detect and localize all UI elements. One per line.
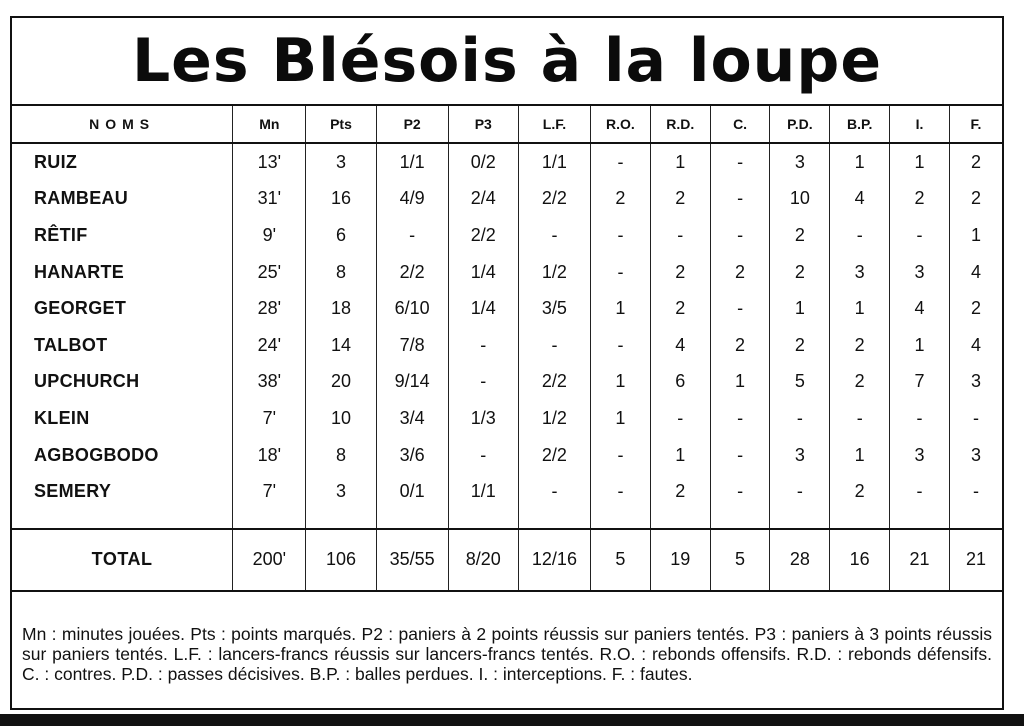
cell-ro: - [591, 327, 651, 364]
player-name: SEMERY [34, 481, 112, 502]
table-row [12, 437, 1002, 474]
cell-p2: 7/8 [376, 327, 448, 364]
cell-c: - [710, 181, 770, 218]
spacer-cell [306, 510, 376, 529]
total-mn: 200' [233, 529, 306, 591]
spacer-cell [770, 510, 830, 529]
cell-p3: - [448, 327, 518, 364]
cell-f: 1 [949, 217, 1002, 254]
cell-ro: 1 [591, 400, 651, 437]
table-row [12, 400, 1002, 437]
cell-p3: 2/4 [448, 181, 518, 218]
cell-p3: 2/2 [448, 217, 518, 254]
spacer-cell [949, 510, 1002, 529]
cell-pd: 5 [770, 364, 830, 401]
cell-mn: 9' [233, 217, 306, 254]
cell-rd: - [650, 217, 710, 254]
cell-pts: 20 [306, 364, 376, 401]
cell-f: - [949, 400, 1002, 437]
cell-p2: 4/9 [376, 181, 448, 218]
cell-p2: 0/1 [376, 473, 448, 510]
total-bp: 16 [830, 529, 890, 591]
cell-pd: - [770, 400, 830, 437]
table-row [12, 473, 1002, 510]
cell-bp: - [830, 217, 890, 254]
player-stats-table [12, 104, 1002, 592]
cell-f: 3 [949, 364, 1002, 401]
cell-lf: - [518, 217, 590, 254]
column-header-mn: Mn [233, 105, 306, 143]
total-f: 21 [949, 529, 1002, 591]
column-header-bp: B.P. [830, 105, 890, 143]
cell-ro: 2 [591, 181, 651, 218]
cell-rd: 6 [650, 364, 710, 401]
cell-lf: - [518, 327, 590, 364]
spacer-cell [448, 510, 518, 529]
player-name: AGBOGBODO [34, 444, 159, 465]
cell-pts: 8 [306, 437, 376, 474]
cell-pts: 18 [306, 290, 376, 327]
cell-pts: 3 [306, 143, 376, 181]
cell-c: - [710, 143, 770, 181]
total-i: 21 [890, 529, 950, 591]
cell-p3: 0/2 [448, 143, 518, 181]
cell-p3: - [448, 364, 518, 401]
table-row [12, 217, 1002, 254]
cell-mn: 28' [233, 290, 306, 327]
page-title: Les Blésois à la loupe [131, 26, 883, 96]
cell-ro: - [591, 254, 651, 291]
cell-rd: - [650, 400, 710, 437]
cell-lf: 2/2 [518, 437, 590, 474]
cell-pd: 10 [770, 181, 830, 218]
cell-pts: 6 [306, 217, 376, 254]
spacer-cell [12, 510, 233, 529]
table-row [12, 327, 1002, 364]
cell-p2: 9/14 [376, 364, 448, 401]
column-header-p2: P2 [376, 105, 448, 143]
cell-p2: - [376, 217, 448, 254]
cell-pd: 2 [770, 254, 830, 291]
cell-rd: 2 [650, 181, 710, 218]
spacer-cell [650, 510, 710, 529]
spacer-cell [830, 510, 890, 529]
cell-p3: 1/3 [448, 400, 518, 437]
cell-ro: - [591, 143, 651, 181]
cell-pd: 3 [770, 437, 830, 474]
total-ro: 5 [591, 529, 651, 591]
table-row [12, 181, 1002, 218]
spacer-cell [518, 510, 590, 529]
cell-i: 4 [890, 290, 950, 327]
cell-f: 3 [949, 437, 1002, 474]
cell-ro: - [591, 437, 651, 474]
cell-i: 7 [890, 364, 950, 401]
total-pts: 106 [306, 529, 376, 591]
cell-i: - [890, 400, 950, 437]
cell-bp: 2 [830, 364, 890, 401]
cell-p3: 1/1 [448, 473, 518, 510]
abbreviations-legend: Mn : minutes jouées. Pts : points marqués. P2 : paniers à 2 points réussis sur paniers tentés. P3 : paniers à 3 points réussis sur paniers tentés. L.F. : lancers-francs réussis sur lancers-francs tentés. R.O. : rebonds offensifs. R.D. : rebonds défensifs. C. : contres. P.D. : passes décisives. B.P. : balles perdues. I. : interceptions. F. : fautes. [22, 624, 992, 684]
cell-c: 2 [710, 254, 770, 291]
column-header-pts: Pts [306, 105, 376, 143]
cell-c: - [710, 400, 770, 437]
cell-lf: 2/2 [518, 364, 590, 401]
spacer-cell [591, 510, 651, 529]
cell-p2: 2/2 [376, 254, 448, 291]
player-name: KLEIN [34, 407, 90, 428]
column-header-p3: P3 [448, 105, 518, 143]
cell-i: 1 [890, 327, 950, 364]
column-header-f: F. [949, 105, 1002, 143]
stats-card [10, 16, 1004, 710]
cell-mn: 7' [233, 400, 306, 437]
total-c: 5 [710, 529, 770, 591]
cell-pts: 10 [306, 400, 376, 437]
player-name: HANARTE [34, 261, 125, 282]
cell-rd: 2 [650, 473, 710, 510]
total-p3: 8/20 [448, 529, 518, 591]
cell-lf: 1/2 [518, 254, 590, 291]
cell-f: 2 [949, 143, 1002, 181]
cell-lf: 3/5 [518, 290, 590, 327]
cell-i: 2 [890, 181, 950, 218]
cell-pd: 2 [770, 217, 830, 254]
cell-rd: 4 [650, 327, 710, 364]
cell-mn: 31' [233, 181, 306, 218]
bottom-divider [0, 714, 1024, 726]
cell-pd: 1 [770, 290, 830, 327]
column-header-lf: L.F. [518, 105, 590, 143]
cell-ro: - [591, 473, 651, 510]
player-name: GEORGET [34, 298, 127, 319]
cell-c: - [710, 473, 770, 510]
column-header-i: I. [890, 105, 950, 143]
cell-pts: 16 [306, 181, 376, 218]
cell-bp: 1 [830, 437, 890, 474]
cell-p2: 1/1 [376, 143, 448, 181]
cell-f: 4 [949, 254, 1002, 291]
cell-i: 3 [890, 254, 950, 291]
total-row [12, 529, 1002, 591]
total-lf: 12/16 [518, 529, 590, 591]
cell-c: 1 [710, 364, 770, 401]
cell-i: - [890, 217, 950, 254]
spacer-row [12, 510, 1002, 529]
cell-f: 2 [949, 181, 1002, 218]
cell-lf: 1/1 [518, 143, 590, 181]
cell-ro: - [591, 217, 651, 254]
column-header-rd: R.D. [650, 105, 710, 143]
column-header-ro: R.O. [591, 105, 651, 143]
spacer-cell [710, 510, 770, 529]
cell-c: 2 [710, 327, 770, 364]
cell-f: 2 [949, 290, 1002, 327]
player-name: UPCHURCH [34, 371, 140, 392]
cell-ro: 1 [591, 364, 651, 401]
cell-mn: 25' [233, 254, 306, 291]
cell-f: - [949, 473, 1002, 510]
cell-rd: 2 [650, 254, 710, 291]
cell-p3: 1/4 [448, 290, 518, 327]
cell-i: - [890, 473, 950, 510]
cell-pts: 14 [306, 327, 376, 364]
column-header-noms: NOMS [12, 105, 233, 143]
cell-bp: 4 [830, 181, 890, 218]
cell-lf: 2/2 [518, 181, 590, 218]
player-name: RUIZ [34, 151, 78, 172]
cell-mn: 24' [233, 327, 306, 364]
cell-p3: 1/4 [448, 254, 518, 291]
total-p2: 35/55 [376, 529, 448, 591]
table-row [12, 254, 1002, 291]
cell-mn: 7' [233, 473, 306, 510]
cell-bp: 2 [830, 473, 890, 510]
cell-p2: 3/6 [376, 437, 448, 474]
cell-p2: 6/10 [376, 290, 448, 327]
total-rd: 19 [650, 529, 710, 591]
cell-bp: 1 [830, 290, 890, 327]
table-row [12, 364, 1002, 401]
cell-pts: 3 [306, 473, 376, 510]
table-row [12, 143, 1002, 181]
table-row [12, 290, 1002, 327]
table-header-row [12, 105, 1002, 143]
cell-lf: 1/2 [518, 400, 590, 437]
spacer-cell [376, 510, 448, 529]
cell-ro: 1 [591, 290, 651, 327]
column-header-c: C. [710, 105, 770, 143]
cell-rd: 1 [650, 437, 710, 474]
cell-mn: 13' [233, 143, 306, 181]
cell-bp: - [830, 400, 890, 437]
player-name: RÊTIF [34, 224, 88, 245]
spacer-cell [890, 510, 950, 529]
cell-pd: 3 [770, 143, 830, 181]
cell-lf: - [518, 473, 590, 510]
column-header-pd: P.D. [770, 105, 830, 143]
cell-i: 1 [890, 143, 950, 181]
cell-mn: 18' [233, 437, 306, 474]
cell-rd: 2 [650, 290, 710, 327]
cell-bp: 3 [830, 254, 890, 291]
spacer-cell [233, 510, 306, 529]
cell-p2: 3/4 [376, 400, 448, 437]
cell-c: - [710, 437, 770, 474]
total-pd: 28 [770, 529, 830, 591]
cell-mn: 38' [233, 364, 306, 401]
cell-pts: 8 [306, 254, 376, 291]
total-label: TOTAL [12, 529, 233, 591]
cell-f: 4 [949, 327, 1002, 364]
cell-c: - [710, 217, 770, 254]
cell-p3: - [448, 437, 518, 474]
player-name: RAMBEAU [34, 188, 129, 209]
cell-bp: 1 [830, 143, 890, 181]
cell-c: - [710, 290, 770, 327]
cell-pd: - [770, 473, 830, 510]
player-name: TALBOT [34, 334, 108, 355]
cell-bp: 2 [830, 327, 890, 364]
cell-pd: 2 [770, 327, 830, 364]
cell-rd: 1 [650, 143, 710, 181]
cell-i: 3 [890, 437, 950, 474]
